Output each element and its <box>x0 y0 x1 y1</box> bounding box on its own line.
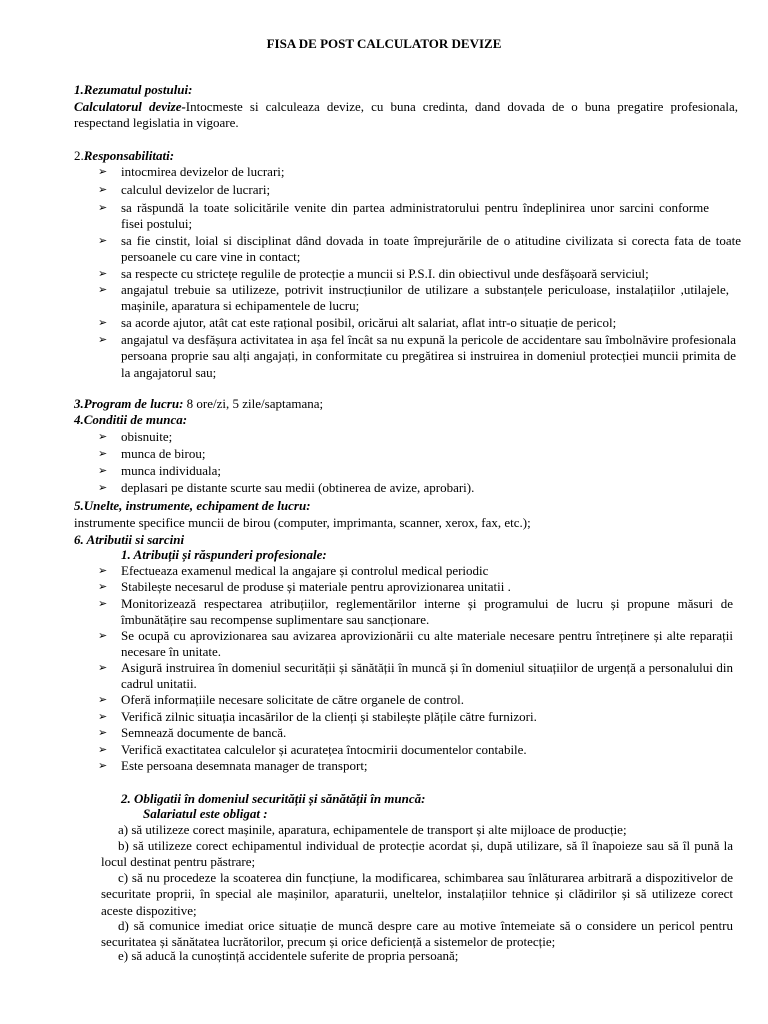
bullet-icon: ➢ <box>98 580 108 593</box>
bullet-icon: ➢ <box>98 481 108 494</box>
section-1-lead: Calculatorul devize- <box>74 99 186 114</box>
list-item: deplasari pe distante scurte sau medii (obtinerea de avize, aprobari). <box>121 480 475 495</box>
list-item: Se ocupă cu aprovizionarea sau avizarea aprovizionării cu alte materiale necesare pentru întreținere și alte reparații necesare în unitate. <box>121 628 733 660</box>
list-item: sa răspundă la toate solicitările venite din partea administratorului pentru îndeplinirea unor sarcini conforme fisei postului; <box>121 200 709 232</box>
section-1-body: Intocmeste si calculeaza devize, cu buna credinta, dand dovada de o buna pregatire profesionala, respectand legislatia in vigoare. <box>74 99 738 131</box>
list-item: Verifică zilnic situația incasărilor de la clienți și stabilește plățile către furnizori. <box>121 709 537 724</box>
list-item: Efectueaza examenul medical la angajare și controlul medical periodic <box>121 563 489 578</box>
list-item: obisnuite; <box>121 429 173 444</box>
bullet-icon: ➢ <box>98 283 108 296</box>
section-1-heading: 1.Rezumatul postului: <box>74 82 193 97</box>
bullet-icon: ➢ <box>98 183 108 196</box>
section-2-heading <box>74 148 174 164</box>
list-item: Oferă informațiile necesare solicitate de către organele de control. <box>121 692 465 707</box>
lettered-item: a) să utilizeze corect mașinile, aparatura, echipamentele de transport și alte mijloace de producție; <box>118 822 627 837</box>
list-item: munca individuala; <box>121 463 222 478</box>
section-2-title: Responsabilitati: <box>83 148 175 163</box>
list-item: sa acorde ajutor, atât cat este rațional posibil, oricărui alt salariat, aflat intr-o situație de pericol; <box>121 315 617 330</box>
list-item: Semnează documente de bancă. <box>121 725 287 740</box>
bullet-icon: ➢ <box>98 743 108 756</box>
bullet-icon: ➢ <box>98 693 108 706</box>
list-item: Asigură instruirea în domeniul securității și sănătății în muncă și în domeniul situațiilor de urgență a personalului din cadrul unitatii. <box>121 660 733 692</box>
section-2-number: 2. <box>74 148 84 163</box>
bullet-icon: ➢ <box>98 464 108 477</box>
list-item: intocmirea devizelor de lucrari; <box>121 164 285 179</box>
list-item: sa fie cinstit, loial si disciplinat dând dovada in toate împrejurările de o atitudine civilizata si corecta fata de toate persoanele cu care vine in contact; <box>121 233 741 265</box>
bullet-icon: ➢ <box>98 316 108 329</box>
section-4-heading: 4.Conditii de munca: <box>74 412 188 427</box>
list-item: Este persoana desemnata manager de transport; <box>121 758 368 773</box>
section-6-heading: 6. Atributii si sarcini <box>74 532 185 547</box>
list-item: angajatul trebuie sa utilizeze, potrivit instrucțiunilor de utilizare a substanțele periculoase, instalațiilor ,utilajele, mașinile, aparatura si echipamentele de lucru; <box>121 282 729 314</box>
bullet-icon: ➢ <box>98 234 108 247</box>
lettered-item: e) să aducă la cunoștință accidentele suferite de propria persoană; <box>118 948 459 963</box>
lettered-item: b) să utilizeze corect echipamentul individual de protecție acordat și, după utilizare, să îl înapoieze sau să îl pună la locul destinat pentru păstrare; <box>101 838 733 870</box>
bullet-icon: ➢ <box>98 759 108 772</box>
bullet-icon: ➢ <box>98 333 108 346</box>
section-3-text: 8 ore/zi, 5 zile/saptamana; <box>183 396 324 411</box>
section-3-heading: 3.Program de lucru: <box>74 396 184 411</box>
bullet-icon: ➢ <box>98 710 108 723</box>
bullet-icon: ➢ <box>98 726 108 739</box>
bullet-icon: ➢ <box>98 661 108 674</box>
bullet-icon: ➢ <box>98 629 108 642</box>
section-6-subheading-2: 2. Obligatii în domeniul securității și sănătății în muncă: <box>121 791 426 806</box>
bullet-icon: ➢ <box>98 201 108 214</box>
list-item: munca de birou; <box>121 446 206 461</box>
lettered-item: d) să comunice imediat orice situație de muncă despre care au motive întemeiate să o considere un pericol pentru securitatea și sănătatea lucrătorilor, precum și orice deficiență a sistemelor de protecție; <box>101 918 733 950</box>
section-3 <box>74 396 323 412</box>
section-6-subheading-1: 1. Atribuții și răspunderi profesionale: <box>121 547 327 562</box>
bullet-icon: ➢ <box>98 447 108 460</box>
section-5-text: instrumente specifice muncii de birou (computer, imprimanta, scanner, xerox, fax, etc.); <box>74 515 531 530</box>
list-item: calculul devizelor de lucrari; <box>121 182 271 197</box>
section-6-subheading-2b: Salariatul este obligat : <box>143 806 268 821</box>
section-1-text <box>74 99 738 132</box>
bullet-icon: ➢ <box>98 564 108 577</box>
lettered-item: c) să nu procedeze la scoaterea din funcțiune, la modificarea, schimbarea sau înlăturarea arbitrară a dispozitivelor de securitate proprii, în special ale mașinilor, aparaturii, uneltelor, instalațiilor tehnice și clădirilor și să utilizeze corect aceste dispozitive; <box>101 870 733 918</box>
section-5-heading: 5.Unelte, instrumente, echipament de lucru: <box>74 498 311 513</box>
bullet-icon: ➢ <box>98 267 108 280</box>
list-item: sa respecte cu strictețe regulile de protecție a muncii si P.S.I. din obiectivul unde desfășoară serviciul; <box>121 266 649 281</box>
bullet-icon: ➢ <box>98 597 108 610</box>
list-item: angajatul va desfășura activitatea in așa fel încât sa nu expună la pericole de accidentare sau îmbolnăvire profesionala persoana proprie sau alți angajați, in conformitate cu pregătirea si instruirea in domeniul protecției muncii primita de la angajatorul sau; <box>121 332 736 380</box>
bullet-icon: ➢ <box>98 430 108 443</box>
bullet-icon: ➢ <box>98 165 108 178</box>
list-item: Verifică exactitatea calculelor și acuratețea întocmirii documentelor contabile. <box>121 742 527 757</box>
list-item: Stabilește necesarul de produse și materiale pentru aprovizionarea unitatii . <box>121 579 511 594</box>
page-title: FISA DE POST CALCULATOR DEVIZE <box>266 36 502 51</box>
list-item: Monitorizează respectarea atribuțiilor, reglementărilor interne și programului de lucru și propune măsuri de îmbunătățire sau recompense suplimentare sau sancționare. <box>121 596 733 628</box>
